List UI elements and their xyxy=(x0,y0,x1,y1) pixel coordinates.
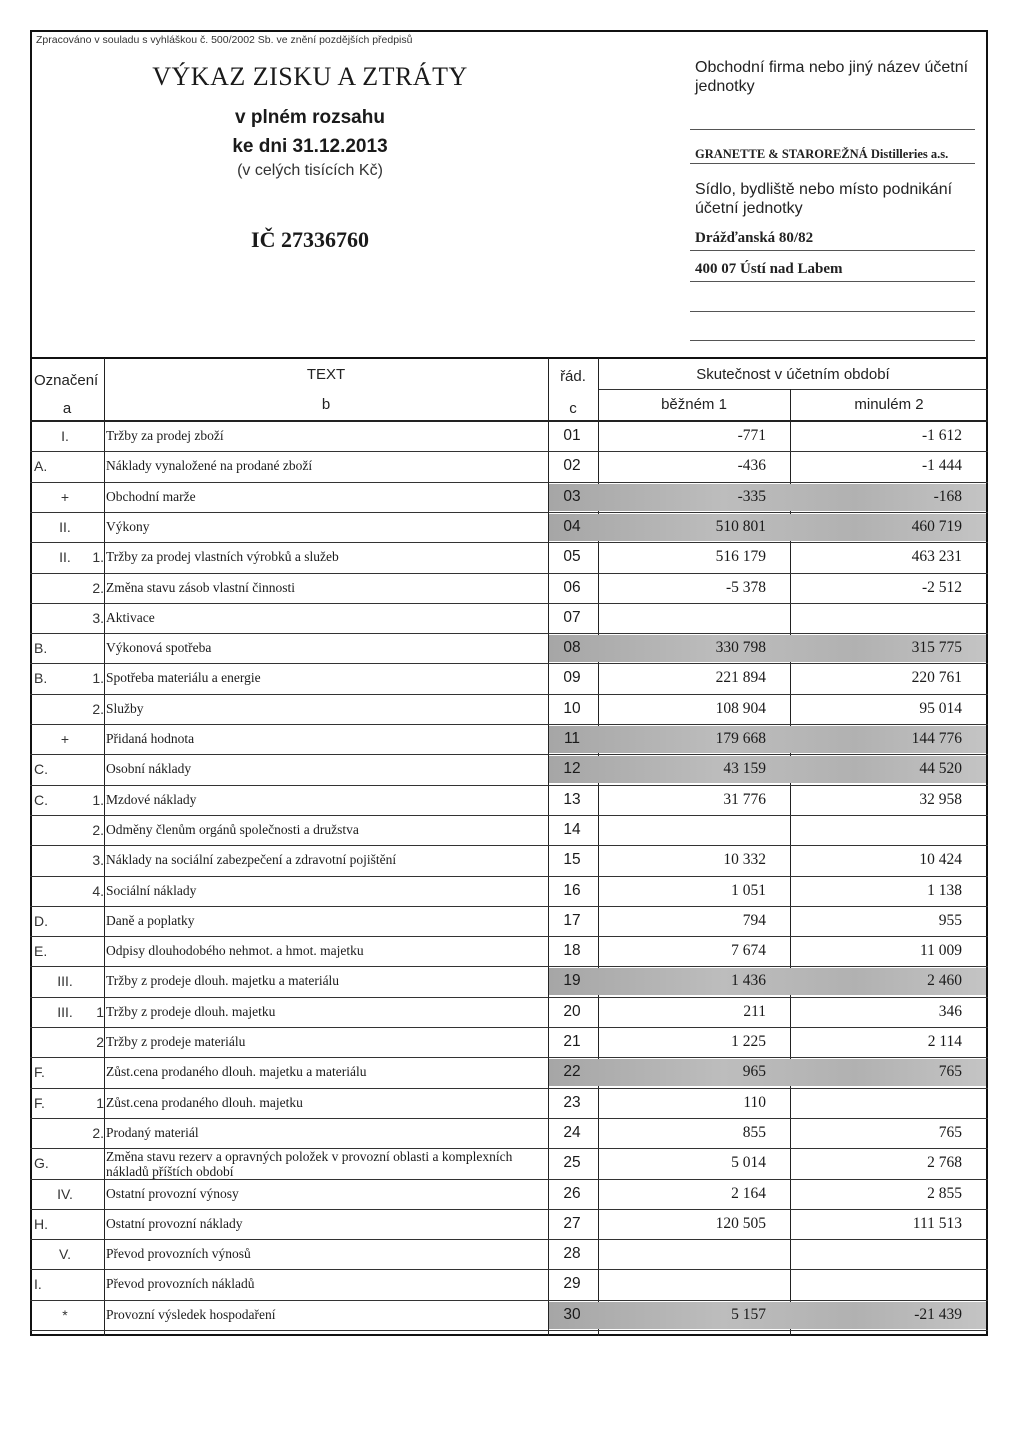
table-row xyxy=(30,876,988,906)
row-line-number: 13 xyxy=(563,791,581,808)
row-previous-period xyxy=(790,815,962,845)
row-previous-period: 346 xyxy=(938,1003,962,1020)
row-subnumber xyxy=(80,451,104,481)
row-current-period: 965 xyxy=(742,1063,766,1080)
row-current-period: 855 xyxy=(742,1124,766,1141)
row-previous-period xyxy=(790,1269,962,1299)
row-current-period: 516 179 xyxy=(715,548,766,565)
row-line-number: 05 xyxy=(563,548,581,565)
row-previous-period: 2 768 xyxy=(927,1154,962,1171)
table-row xyxy=(30,754,988,784)
statement-title: VÝKAZ ZISKU A ZTRÁTY xyxy=(152,62,468,91)
row-current-period: 179 668 xyxy=(715,730,766,747)
row-text: Služby xyxy=(106,701,144,716)
row-subnumber: 4. xyxy=(92,883,104,899)
row-letter: D. xyxy=(34,913,48,929)
header-rule xyxy=(690,311,975,312)
row-subnumber: 1. xyxy=(92,549,104,565)
row-text: Tržby z prodeje materiálu xyxy=(106,1034,246,1049)
header-divider xyxy=(30,357,988,359)
col-current-header: běžném 1 xyxy=(661,396,727,413)
row-line-number: 03 xyxy=(563,488,581,505)
row-current-period: 211 xyxy=(743,1003,766,1020)
row-previous-period: 11 009 xyxy=(919,942,962,959)
row-text: Prodaný materiál xyxy=(106,1125,199,1140)
table-row xyxy=(30,1209,988,1239)
row-subnumber: 1 xyxy=(96,1095,104,1111)
row-roman-numeral: II. xyxy=(59,549,71,565)
row-subnumber: 2 xyxy=(96,1034,104,1050)
row-current-period xyxy=(608,603,766,633)
row-current-period: 794 xyxy=(742,912,766,929)
row-letter xyxy=(34,966,64,996)
regulation-note: Zpracováno v souladu s vyhláškou č. 500/2002 Sb. ve znění pozdějších předpisů xyxy=(36,34,413,46)
row-previous-period: 1 138 xyxy=(927,882,962,899)
row-subnumber xyxy=(80,1148,104,1178)
row-current-period: 1 436 xyxy=(731,972,766,989)
row-letter xyxy=(34,694,64,724)
row-previous-period: 2 460 xyxy=(927,972,962,989)
table-row xyxy=(30,936,988,966)
row-subnumber: 2. xyxy=(92,1125,104,1141)
row-line-number: 18 xyxy=(563,942,581,959)
row-line-number: 20 xyxy=(563,1003,581,1020)
company-id: IČ 27336760 xyxy=(251,227,369,252)
row-previous-period: 315 775 xyxy=(911,639,962,656)
table-row xyxy=(30,512,988,542)
row-subnumber xyxy=(80,906,104,936)
row-subnumber xyxy=(80,1300,104,1330)
row-letter xyxy=(34,542,64,572)
row-current-period: 120 505 xyxy=(715,1215,766,1232)
table-row xyxy=(30,573,988,603)
row-line-number: 19 xyxy=(563,972,581,989)
row-current-period: 1 225 xyxy=(731,1033,766,1050)
row-subnumber xyxy=(80,482,104,512)
row-line-number: 21 xyxy=(563,1033,581,1050)
row-text: Tržby za prodej zboží xyxy=(106,428,224,443)
row-line-number: 11 xyxy=(563,730,581,747)
row-previous-period: 144 776 xyxy=(911,730,962,747)
row-text: Odpisy dlouhodobého nehmot. a hmot. majetku xyxy=(106,943,364,958)
row-current-period: 510 801 xyxy=(715,518,766,535)
row-line-number: 26 xyxy=(563,1185,581,1202)
table-row xyxy=(30,1269,988,1299)
row-subnumber: 2. xyxy=(92,822,104,838)
table-row xyxy=(30,1179,988,1209)
row-letter: C. xyxy=(34,792,48,808)
table-row xyxy=(30,906,988,936)
row-previous-period xyxy=(790,1239,962,1269)
row-current-period: 108 904 xyxy=(715,700,766,717)
row-previous-period xyxy=(790,603,962,633)
row-subnumber xyxy=(80,421,104,451)
row-letter: H. xyxy=(34,1216,48,1232)
row-subnumber: 2. xyxy=(92,701,104,717)
row-text: Tržby z prodeje dlouh. majetku xyxy=(106,1004,276,1019)
table-row xyxy=(30,1300,988,1330)
row-text: Zůst.cena prodaného dlouh. majetku a materiálu xyxy=(106,1064,367,1079)
row-current-period: 5 014 xyxy=(731,1154,766,1171)
row-letter xyxy=(34,1118,64,1148)
row-subnumber xyxy=(80,724,104,754)
row-text: Převod provozních nákladů xyxy=(106,1276,255,1291)
table-row xyxy=(30,1239,988,1269)
statement-units: (v celých tisících Kč) xyxy=(237,162,383,179)
row-text: Náklady na sociální zabezpečení a zdravotní pojištění xyxy=(106,852,397,867)
row-letter xyxy=(34,512,64,542)
col-designation-header: Označení xyxy=(34,372,99,389)
row-roman-numeral: IV. xyxy=(57,1186,73,1202)
row-subnumber xyxy=(80,1057,104,1087)
row-line-number: 17 xyxy=(563,912,581,929)
row-current-period: -436 xyxy=(737,457,766,474)
row-line-number: 15 xyxy=(563,851,581,868)
col-previous-header: minulém 2 xyxy=(854,396,924,413)
row-current-period: 1 051 xyxy=(731,882,766,899)
row-text: Aktivace xyxy=(106,610,155,625)
row-text: Daně a poplatky xyxy=(106,913,195,928)
table-row xyxy=(30,815,988,845)
col-text-sub: b xyxy=(321,396,331,413)
row-letter xyxy=(34,603,64,633)
row-text: Výkonová spotřeba xyxy=(106,640,212,655)
row-subnumber: 1. xyxy=(92,670,104,686)
row-subnumber: 1. xyxy=(92,792,104,808)
row-roman-numeral: V. xyxy=(59,1246,71,1262)
header-rule xyxy=(690,163,975,164)
row-current-period: -5 378 xyxy=(725,579,766,596)
row-current-period: 43 159 xyxy=(723,760,766,777)
row-subnumber: 3. xyxy=(92,610,104,626)
row-letter xyxy=(34,421,64,451)
col-designation-sub: a xyxy=(62,400,72,417)
table-row xyxy=(30,1118,988,1148)
row-subnumber xyxy=(80,966,104,996)
header-rule xyxy=(690,250,975,251)
address-line-1: Drážďanská 80/82 xyxy=(695,230,814,246)
row-subnumber xyxy=(80,512,104,542)
row-current-period: -335 xyxy=(737,488,766,505)
statement-subtitle: v plném rozsahu xyxy=(235,107,385,128)
row-line-number: 08 xyxy=(563,639,581,656)
row-line-number: 14 xyxy=(563,821,581,838)
row-subnumber xyxy=(80,1239,104,1269)
row-current-period: 10 332 xyxy=(723,851,766,868)
row-current-period: 330 798 xyxy=(715,639,766,656)
row-letter xyxy=(34,815,64,845)
header-rule xyxy=(690,340,975,341)
statement-date: ke dni 31.12.2013 xyxy=(232,136,388,157)
table-row xyxy=(30,451,988,481)
row-current-period: 31 776 xyxy=(723,791,766,808)
row-previous-period: 2 855 xyxy=(927,1185,962,1202)
row-roman-numeral: * xyxy=(62,1307,68,1323)
table-row xyxy=(30,663,988,693)
row-text: Výkony xyxy=(106,519,150,534)
row-previous-period: 220 761 xyxy=(911,669,962,686)
row-roman-numeral: I. xyxy=(61,428,69,444)
row-line-number: 07 xyxy=(563,609,581,626)
header-rule xyxy=(690,281,975,282)
table-row xyxy=(30,603,988,633)
row-previous-period: 95 014 xyxy=(919,700,962,717)
row-roman-numeral: II. xyxy=(59,519,71,535)
row-roman-numeral: III. xyxy=(57,973,73,989)
row-current-period: 221 894 xyxy=(715,669,766,686)
row-letter xyxy=(34,1300,64,1330)
row-letter xyxy=(34,845,64,875)
row-letter xyxy=(34,1239,64,1269)
row-letter xyxy=(34,724,64,754)
row-line-number: 28 xyxy=(563,1245,581,1262)
table-row xyxy=(30,966,988,996)
row-line-number: 22 xyxy=(563,1063,581,1080)
row-current-period: 7 674 xyxy=(731,942,766,959)
row-letter xyxy=(34,573,64,603)
table-row xyxy=(30,633,988,663)
row-subnumber xyxy=(80,1269,104,1299)
row-previous-period xyxy=(790,1088,962,1118)
row-previous-period: 463 231 xyxy=(911,548,962,565)
row-line-number: 23 xyxy=(563,1094,581,1111)
row-previous-period: 44 520 xyxy=(919,760,962,777)
row-previous-period: 32 958 xyxy=(919,791,962,808)
row-previous-period: -2 512 xyxy=(921,579,962,596)
row-letter xyxy=(34,482,64,512)
row-subnumber xyxy=(80,1179,104,1209)
address-line-2: 400 07 Ústí nad Labem xyxy=(695,261,843,277)
table-row xyxy=(30,421,988,451)
table-row xyxy=(30,1057,988,1087)
row-text: Ostatní provozní výnosy xyxy=(106,1186,239,1201)
table-row xyxy=(30,1027,988,1057)
row-previous-period: 765 xyxy=(938,1124,962,1141)
row-text: Sociální náklady xyxy=(106,883,197,898)
row-line-number: 09 xyxy=(563,669,581,686)
row-line-number: 24 xyxy=(563,1124,581,1141)
row-letter xyxy=(34,1027,64,1057)
row-subnumber xyxy=(80,936,104,966)
table-row xyxy=(30,785,988,815)
table-row xyxy=(30,845,988,875)
row-text: Provozní výsledek hospodaření xyxy=(106,1307,276,1322)
row-rule xyxy=(30,1330,988,1331)
row-letter: B. xyxy=(34,670,48,686)
row-letter: C. xyxy=(34,761,48,777)
header-subrule xyxy=(598,389,988,390)
row-roman-numeral: III. xyxy=(57,1004,73,1020)
table-row xyxy=(30,1148,988,1178)
row-text: Náklady vynaložené na prodané zboží xyxy=(106,458,313,473)
row-subnumber: 1 xyxy=(96,1004,104,1020)
row-subnumber xyxy=(80,1209,104,1239)
row-current-period: 5 157 xyxy=(731,1306,766,1323)
row-text: Odměny členům orgánů společnosti a družstva xyxy=(106,822,359,837)
row-current-period: -771 xyxy=(737,427,766,444)
col-text-header: TEXT xyxy=(306,366,346,383)
row-letter xyxy=(34,876,64,906)
row-previous-period: 2 114 xyxy=(927,1033,962,1050)
row-previous-period: 765 xyxy=(938,1063,962,1080)
row-text: Obchodní marže xyxy=(106,489,196,504)
row-subnumber xyxy=(80,754,104,784)
seat-label: Sídlo, bydliště nebo místo podnikání účetní jednotky xyxy=(695,181,953,217)
row-letter: G. xyxy=(34,1155,49,1171)
row-current-period: 2 164 xyxy=(731,1185,766,1202)
row-roman-numeral: + xyxy=(60,731,70,747)
row-subnumber: 2. xyxy=(92,580,104,596)
row-previous-period: -1 612 xyxy=(921,427,962,444)
row-line-number: 01 xyxy=(563,427,581,444)
table-row xyxy=(30,482,988,512)
row-previous-period: -168 xyxy=(933,488,962,505)
row-text: Zůst.cena prodaného dlouh. majetku xyxy=(106,1095,303,1110)
table-row xyxy=(30,1088,988,1118)
row-text: Tržby za prodej vlastních výrobků a služeb xyxy=(106,549,339,564)
row-text: Přidaná hodnota xyxy=(106,731,195,746)
col-reality-header: Skutečnost v účetním období xyxy=(696,366,890,383)
row-roman-numeral: + xyxy=(60,489,70,505)
table-row xyxy=(30,724,988,754)
row-text: Mzdové náklady xyxy=(106,792,197,807)
row-line-number: 04 xyxy=(563,518,581,535)
row-text: Ostatní provozní náklady xyxy=(106,1216,243,1231)
row-subnumber xyxy=(80,633,104,663)
row-line-number: 10 xyxy=(563,700,581,717)
firm-name: GRANETTE & STAROREŽNÁ Distilleries a.s. xyxy=(695,147,949,161)
row-current-period xyxy=(608,815,766,845)
header-rule xyxy=(690,129,975,130)
table-row xyxy=(30,694,988,724)
row-previous-period: 460 719 xyxy=(911,518,962,535)
row-current-period xyxy=(608,1239,766,1269)
row-subnumber: 3. xyxy=(92,852,104,868)
row-line-number: 06 xyxy=(563,579,581,596)
row-line-number: 30 xyxy=(563,1306,581,1323)
row-line-number: 29 xyxy=(563,1275,581,1292)
row-letter: B. xyxy=(34,640,48,656)
row-text: Změna stavu rezerv a opravných položek v provozní oblasti a komplexních nákladů příštích období xyxy=(106,1149,513,1179)
row-text: Převod provozních výnosů xyxy=(106,1246,251,1261)
row-previous-period: 111 513 xyxy=(912,1215,962,1232)
row-previous-period: -1 444 xyxy=(921,457,962,474)
row-letter: I. xyxy=(34,1276,42,1292)
row-letter: F. xyxy=(34,1095,45,1111)
row-letter: E. xyxy=(34,943,48,959)
row-text: Osobní náklady xyxy=(106,761,192,776)
row-line-number: 12 xyxy=(563,760,581,777)
firm-label: Obchodní firma nebo jiný název účetní jednotky xyxy=(695,59,969,95)
row-line-number: 27 xyxy=(563,1215,581,1232)
table-row xyxy=(30,542,988,572)
row-current-period xyxy=(608,1269,766,1299)
row-line-number: 02 xyxy=(563,457,581,474)
row-line-number: 16 xyxy=(563,882,581,899)
col-line-sub: c xyxy=(569,400,577,417)
table-row xyxy=(30,997,988,1027)
row-letter: A. xyxy=(34,458,48,474)
row-letter xyxy=(34,997,64,1027)
row-previous-period: 10 424 xyxy=(919,851,962,868)
col-line-header: řád. xyxy=(560,368,586,385)
row-current-period: 110 xyxy=(743,1094,766,1111)
row-letter: F. xyxy=(34,1064,45,1080)
row-line-number: 25 xyxy=(563,1154,581,1171)
row-previous-period: 955 xyxy=(938,912,962,929)
row-text: Změna stavu zásob vlastní činnosti xyxy=(106,580,295,595)
row-previous-period: -21 439 xyxy=(914,1306,962,1323)
row-letter xyxy=(34,1179,64,1209)
row-text: Spotřeba materiálu a energie xyxy=(106,670,261,685)
row-text: Tržby z prodeje dlouh. majetku a materiálu xyxy=(106,973,340,988)
